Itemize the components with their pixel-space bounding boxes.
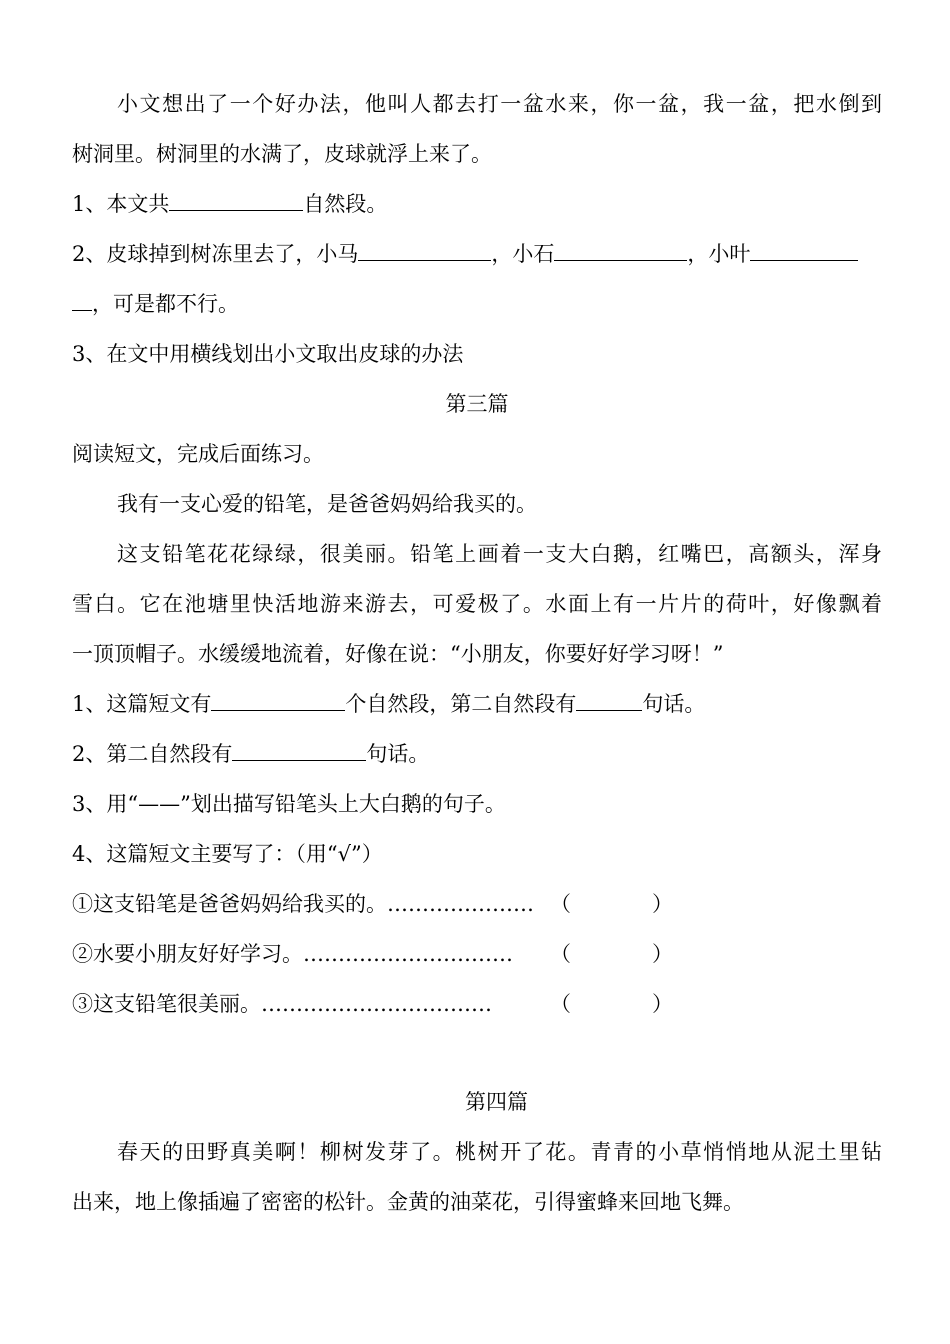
answer-blank[interactable] [576, 690, 642, 711]
answer-blank[interactable] [169, 190, 303, 211]
question-text: 个自然段，第二自然段有 [345, 692, 577, 716]
section-title: 第三篇 [445, 392, 509, 416]
question-text: 2、皮球掉到树冻里去了，小马 [72, 242, 359, 266]
question-text: ，小叶 [687, 242, 751, 266]
answer-blank[interactable] [211, 690, 345, 711]
question-2 [72, 740, 882, 768]
question-text: 句话。 [366, 742, 430, 766]
paren-open: （ [550, 892, 571, 916]
leader-dots: ………………………… [303, 942, 513, 966]
leader-dots: ………………… [387, 892, 534, 916]
paren-open: （ [550, 992, 571, 1016]
question-3: 3、用“——”划出描写铅笔头上大白鹅的句子。 [72, 792, 506, 816]
choice-option [72, 940, 882, 968]
question-4: 4、这篇短文主要写了：（用“√”） [72, 842, 383, 866]
option-text: ②水要小朋友好好学习。 [72, 942, 303, 966]
answer-box[interactable] [572, 894, 652, 916]
passage-paragraph-line: 雪白。它在池塘里快活地游来游去，可爱极了。水面上有一片片的荷叶，好像飘着 [72, 592, 882, 616]
answer-box[interactable] [572, 944, 652, 966]
question-text: 1、这篇短文有 [72, 692, 212, 716]
passage-paragraph-line: 这支铅笔花花绿绿，很美丽。铅笔上画着一支大白鹅，红嘴巴，高额头，浑身 [117, 542, 882, 566]
question-text: 句话。 [642, 692, 706, 716]
paren-close: ） [652, 892, 673, 916]
paren-close: ） [652, 942, 673, 966]
answer-blank[interactable] [232, 740, 366, 761]
question-2-continued [72, 290, 882, 318]
passage-paragraph-line: 小文想出了一个好办法，他叫人都去打一盆水来，你一盆，我一盆，把水倒到 [117, 92, 882, 116]
question-1 [72, 190, 882, 218]
passage-paragraph-line: 我有一支心爱的铅笔，是爸爸妈妈给我买的。 [117, 492, 537, 516]
answer-blank[interactable] [554, 240, 687, 261]
section-title: 第四篇 [465, 1090, 528, 1114]
question-3: 3、在文中用横线划出小文取出皮球的办法 [72, 342, 464, 366]
question-text: ，可是都不行。 [92, 292, 239, 316]
passage-paragraph-line: 树洞里。树洞里的水满了，皮球就浮上来了。 [72, 142, 492, 166]
question-text: 1、本文共 [72, 192, 170, 216]
question-2 [72, 240, 882, 268]
choice-option [72, 990, 882, 1018]
question-text: 2、第二自然段有 [72, 742, 233, 766]
passage-paragraph-line: 一顶顶帽子。水缓缓地流着，好像在说：“小朋友，你要好好学习呀！” [72, 642, 724, 666]
question-1 [72, 690, 882, 718]
paren-open: （ [550, 942, 571, 966]
question-text: 自然段。 [303, 192, 388, 216]
option-text: ③这支铅笔很美丽。 [72, 992, 261, 1016]
choice-option [72, 890, 882, 918]
passage-paragraph-line: 出来，地上像插遍了密密的松针。金黄的油菜花，引得蜜蜂来回地飞舞。 [72, 1190, 744, 1214]
paren-close: ） [652, 992, 673, 1016]
instruction-text: 阅读短文，完成后面练习。 [72, 442, 324, 466]
answer-blank[interactable] [358, 240, 491, 261]
option-text: ①这支铅笔是爸爸妈妈给我买的。 [72, 892, 387, 916]
answer-blank[interactable] [72, 290, 92, 311]
leader-dots: …………………………… [261, 992, 492, 1016]
answer-box[interactable] [572, 994, 652, 1016]
answer-blank[interactable] [750, 240, 858, 261]
passage-paragraph-line: 春天的田野真美啊！柳树发芽了。桃树开了花。青青的小草悄悄地从泥土里钻 [117, 1140, 882, 1164]
question-text: ，小石 [491, 242, 555, 266]
